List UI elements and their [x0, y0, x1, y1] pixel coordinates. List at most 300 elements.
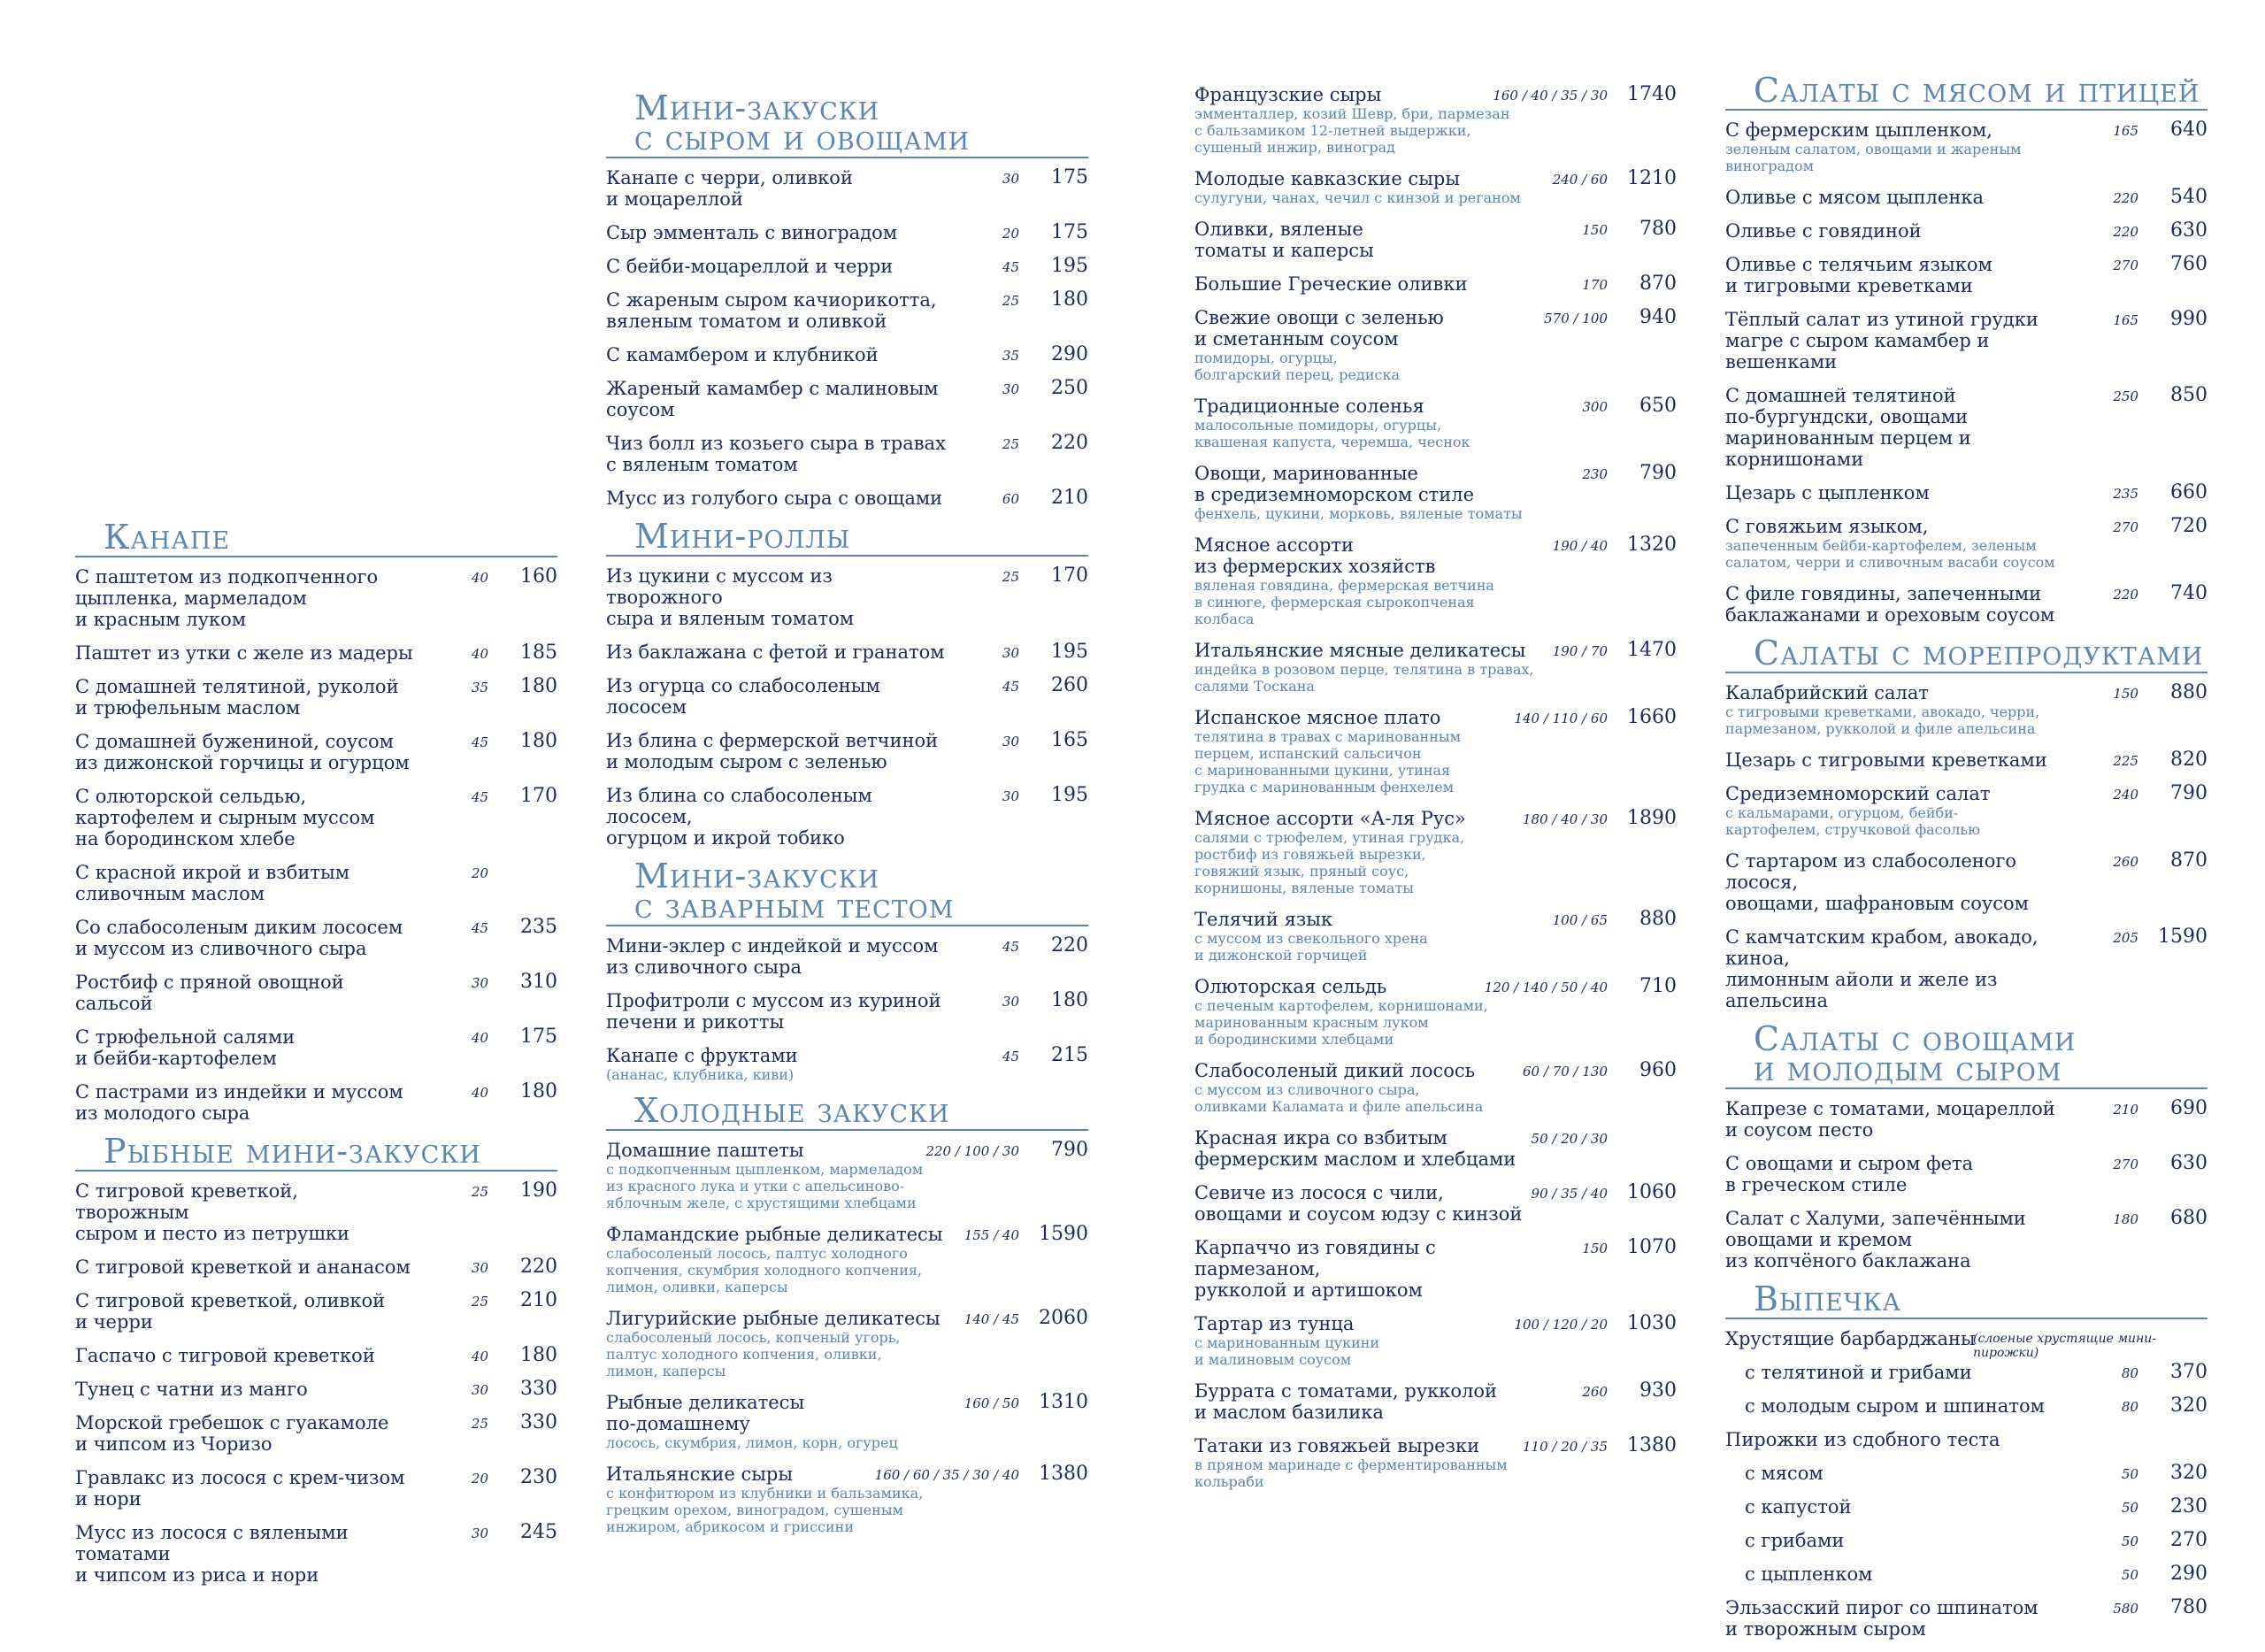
- item-name: Из баклажана с фетой и гранатом: [606, 642, 945, 663]
- item-price: 180: [520, 730, 557, 752]
- menu-item: [606, 935, 1088, 978]
- item-weight: 40: [471, 646, 488, 662]
- item-weight: 165: [2113, 312, 2138, 328]
- item-description: телятина в травах с маринованным перцем, испанский сальсичон с маринованными цукини, утиная грудка с маринованным фенхелем: [1194, 728, 1462, 795]
- item-weight: 25: [1002, 436, 1019, 452]
- section-title: Выпечка: [1725, 1284, 2207, 1319]
- item-price: 165: [1051, 729, 1088, 751]
- item-weight: 140 / 110 / 60: [1514, 711, 1608, 726]
- item-weight: 40: [471, 1348, 488, 1364]
- item-weight: 80: [2121, 1365, 2138, 1381]
- menu-section: [75, 1132, 557, 1586]
- item-weight: 190 / 40: [1552, 538, 1608, 554]
- item-name: Пирожки из сдобного теста: [1725, 1429, 2000, 1450]
- item-weight: 50: [2121, 1567, 2138, 1583]
- item-weight: 40: [471, 1030, 488, 1046]
- menu-item: [75, 1522, 557, 1586]
- item-price: 190: [520, 1179, 557, 1202]
- item-name: С олюторской сельдью, картофелем и сырным муссом на бородинском хлебе: [75, 786, 375, 849]
- item-weight: 170: [1582, 277, 1608, 293]
- item-description: малосольные помидоры, огурцы, квашеная капуста, черемша, чеснок: [1194, 417, 1470, 450]
- item-weight: 150: [2113, 686, 2138, 702]
- item-weight: 210: [2113, 1102, 2138, 1118]
- item-weight: 25: [471, 1184, 488, 1200]
- item-weight: 250: [2113, 388, 2138, 404]
- item-weight: 220: [2113, 587, 2138, 603]
- item-name: Овощи, маринованные в средиземноморском стиле: [1194, 463, 1475, 505]
- item-name: С тигровой креветкой и ананасом: [75, 1256, 411, 1278]
- item-weight: 180 / 40 / 30: [1523, 811, 1608, 827]
- item-price: 880: [1639, 908, 1677, 930]
- item-weight: 25: [471, 1294, 488, 1310]
- menu-item: [1725, 516, 2207, 571]
- item-weight: 165: [2113, 123, 2138, 139]
- item-weight: 50: [2121, 1500, 2138, 1516]
- item-price: 820: [2170, 749, 2207, 771]
- item-price: 2060: [1039, 1307, 1088, 1329]
- item-weight: 60 / 70 / 130: [1523, 1064, 1608, 1080]
- item-weight: 45: [1002, 1049, 1019, 1064]
- menu-item: [1194, 307, 1677, 383]
- item-name: Оливье с говядиной: [1725, 220, 1922, 242]
- item-price: 850: [2170, 384, 2207, 406]
- menu-section: [606, 857, 1088, 1083]
- menu-item: [606, 222, 1088, 243]
- menu-section: [1725, 634, 2207, 1011]
- item-price: 180: [1051, 288, 1088, 311]
- menu-item: [606, 378, 1088, 420]
- item-price: 1590: [1039, 1223, 1088, 1245]
- menu-column-1: [75, 518, 557, 1598]
- item-price: 330: [520, 1411, 557, 1433]
- item-price: 870: [1639, 273, 1677, 295]
- item-price: 790: [1639, 462, 1677, 484]
- menu-item: [606, 1045, 1088, 1083]
- menu-item: [75, 642, 557, 664]
- item-name: с грибами: [1745, 1530, 1845, 1551]
- item-weight: 230: [1582, 466, 1608, 482]
- item-name: Мусс из голубого сыра с овощами: [606, 488, 943, 509]
- item-weight: 225: [2113, 753, 2138, 769]
- menu-item: [1725, 1564, 2207, 1585]
- menu-item: [1194, 1313, 1677, 1368]
- item-price: 210: [1051, 487, 1088, 509]
- item-weight: 35: [1002, 348, 1019, 364]
- item-description: с кальмарами, огурцом, бейби- картофелем, стручковой фасолью: [1725, 804, 1981, 838]
- item-description: с муссом из сливочного сыра, оливками Каламата и филе апельсина: [1194, 1081, 1484, 1115]
- item-weight: 25: [1002, 293, 1019, 309]
- menu-item: [1725, 1395, 2207, 1417]
- item-weight: 30: [1002, 734, 1019, 749]
- menu-item: [1725, 749, 2207, 771]
- item-weight: 45: [471, 734, 488, 750]
- item-weight: 45: [1002, 259, 1019, 275]
- menu-item: [1725, 850, 2207, 914]
- item-price: 210: [520, 1289, 557, 1311]
- item-weight: 240: [2113, 787, 2138, 803]
- item-weight: 160 / 40 / 35 / 30: [1493, 88, 1608, 104]
- menu-item: [1194, 808, 1677, 896]
- menu-section: [1725, 71, 2207, 626]
- item-price: 1380: [1627, 1434, 1677, 1456]
- item-price: 170: [520, 785, 557, 807]
- item-name: С овощами и сыром фета в греческом стиле: [1725, 1153, 1974, 1195]
- menu-item: [1725, 783, 2207, 838]
- item-price: 680: [2170, 1207, 2207, 1229]
- item-price: 175: [1051, 221, 1088, 243]
- menu-section: [75, 518, 557, 1124]
- item-description: лосось, скумбрия, лимон, корн, огурец: [606, 1434, 898, 1451]
- item-weight: 25: [1002, 569, 1019, 585]
- item-weight: 110 / 20 / 35: [1523, 1439, 1608, 1455]
- item-price: 1890: [1627, 807, 1677, 829]
- menu-item: [606, 167, 1088, 210]
- menu-item: [1725, 1429, 2207, 1450]
- item-price: 930: [1639, 1379, 1677, 1402]
- section-title: Мини-закуски с сыром и овощами: [606, 93, 1088, 158]
- item-name: С трюфельной салями и бейби-картофелем: [75, 1026, 296, 1069]
- item-weight: 30: [1002, 994, 1019, 1010]
- item-name: Морской гребешок с гуакамоле и чипсом из Чоризо: [75, 1412, 389, 1455]
- item-price: 1310: [1039, 1391, 1088, 1413]
- item-price: 180: [1051, 989, 1088, 1011]
- item-price: 175: [520, 1026, 557, 1048]
- item-price: 260: [1051, 674, 1088, 696]
- item-name: С паштетом из подкопченного цыпленка, мармеладом и красным луком: [75, 566, 379, 630]
- item-name: С говяжьим языком,: [1725, 516, 1929, 537]
- item-name: Севиче из лосося с чили, овощами и соусом юдзу с кинзой: [1194, 1182, 1523, 1225]
- menu-item: [606, 1464, 1088, 1535]
- item-price: 720: [2170, 515, 2207, 537]
- item-weight: 160 / 50: [964, 1395, 1019, 1411]
- menu-item: [1725, 1362, 2207, 1383]
- item-name: Французские сыры: [1194, 84, 1382, 105]
- item-name: Тёплый салат из утиной грудки магре с сыром камамбер и вешенками: [1725, 309, 2038, 373]
- item-price: 185: [520, 642, 557, 664]
- item-weight: 220: [2113, 224, 2138, 240]
- item-weight: 235: [2113, 486, 2138, 502]
- item-name: с мясом: [1745, 1463, 1824, 1484]
- item-name: Мусс из лосося с вялеными томатами и чипсом из риса и нори: [75, 1522, 349, 1586]
- item-price: 1030: [1627, 1312, 1677, 1334]
- item-name: Красная икра со взбитым фермерским маслом и хлебцами: [1194, 1127, 1516, 1170]
- menu-item: [1725, 119, 2207, 174]
- section-title: Салаты с овощами и молодым сыром: [1725, 1024, 2207, 1089]
- item-name: С тигровой креветкой, творожным сыром и песто из петрушки: [75, 1180, 349, 1244]
- menu-item: [606, 256, 1088, 277]
- item-price: 1740: [1627, 83, 1677, 105]
- item-description: запеченным бейби-картофелем, зеленым салатом, черри и сливочным васаби соусом: [1725, 537, 2055, 571]
- menu-section: [606, 88, 1088, 509]
- menu-item: [1194, 707, 1677, 795]
- item-description: слабосоленый лосось, палтус холодного копчения, скумбрия холодного копчения, лимон, оливки, каперсы: [606, 1245, 923, 1295]
- menu-section: [1194, 84, 1677, 1490]
- item-price: 880: [2170, 681, 2207, 703]
- item-weight: 220 / 100 / 30: [925, 1143, 1019, 1159]
- item-name: Из блина со слабосоленым лососем, огурцом и икрой тобико: [606, 785, 872, 849]
- menu-item: [1725, 583, 2207, 626]
- item-weight: 25: [471, 1416, 488, 1432]
- item-weight: 100 / 120 / 20: [1514, 1317, 1608, 1333]
- item-name: С домашней телятиной по-бургундски, овощами маринованным перцем и корнишонами: [1725, 385, 1971, 470]
- item-note: (слоеные хрустящие мини-пирожки): [1973, 1332, 2157, 1360]
- item-name: Мини-эклер с индейкой и муссом из сливочного сыра: [606, 935, 939, 978]
- menu-item: [75, 1412, 557, 1455]
- item-description: с тигровыми креветками, авокадо, черри, пармезаном, рукколой и филе апельсина: [1725, 703, 2040, 737]
- item-price: 740: [2170, 582, 2207, 604]
- menu-item: [606, 1308, 1088, 1379]
- section-title: Салаты с мясом и птицей: [1725, 75, 2207, 111]
- item-name: Цезарь с тигровыми креветками: [1725, 749, 2047, 771]
- item-weight: 300: [1582, 399, 1608, 415]
- item-name: С жареным сыром качиорикотта, вяленым томатом и оливкой: [606, 289, 937, 332]
- item-name: Канапе с черри, оливкой и моцареллой: [606, 167, 853, 210]
- menu-item: [1194, 396, 1677, 450]
- menu-item: [75, 1256, 557, 1278]
- menu-item: [1194, 976, 1677, 1048]
- menu-item: [606, 1140, 1088, 1211]
- item-weight: 35: [471, 680, 488, 695]
- item-name: Буррата с томатами, рукколой и маслом базилика: [1194, 1380, 1498, 1423]
- menu-item: [1194, 1237, 1677, 1301]
- item-name: Со слабосоленым диким лососем и муссом из сливочного сыра: [75, 917, 403, 959]
- menu-item: [75, 1026, 557, 1069]
- item-price: 195: [1051, 255, 1088, 277]
- item-weight: 20: [1002, 226, 1019, 242]
- item-weight: 30: [1002, 381, 1019, 397]
- item-name: Профитроли с муссом из куриной печени и рикотты: [606, 990, 941, 1033]
- item-description: индейка в розовом перце, телятина в травах, салями Тоскана: [1194, 661, 1534, 695]
- item-price: 630: [2170, 219, 2207, 242]
- item-weight: 160 / 60 / 35 / 30 / 40: [874, 1467, 1019, 1483]
- item-description: с печеным картофелем, корнишонами, маринованным красным луком и бородинскими хлебцами: [1194, 997, 1488, 1048]
- item-name: Испанское мясное плато: [1194, 707, 1441, 728]
- item-weight: 205: [2113, 930, 2138, 946]
- item-weight: 80: [2121, 1399, 2138, 1415]
- item-price: 250: [1051, 377, 1088, 399]
- menu-item: [75, 1180, 557, 1244]
- menu-item: [1725, 1208, 2207, 1272]
- item-weight: 240 / 60: [1552, 172, 1608, 188]
- item-name: Из цукини с муссом из творожного сыра и вяленым томатом: [606, 565, 855, 629]
- menu-item: [1725, 1597, 2207, 1640]
- item-price: 160: [520, 565, 557, 588]
- menu-item: [606, 642, 1088, 663]
- item-name: Салат с Халуми, запечёнными овощами и кремом из копчёного баклажана: [1725, 1208, 2026, 1272]
- item-name: С бейби-моцареллой и черри: [606, 256, 894, 277]
- item-price: 1470: [1627, 639, 1677, 661]
- section-title: Холодные закуски: [606, 1095, 1088, 1131]
- item-weight: 120 / 140 / 50 / 40: [1484, 980, 1608, 995]
- item-description: с подкопченным цыпленком, мармеладом из красного лука и утки с апельсиново- яблочным желе, с хрустящими хлебцами: [606, 1161, 924, 1211]
- item-name: Канапе с фруктами: [606, 1045, 798, 1066]
- item-weight: 220: [2113, 190, 2138, 206]
- menu-item: [75, 972, 557, 1014]
- item-price: 235: [520, 916, 557, 938]
- item-description: зеленым салатом, овощами и жареным виноградом: [1725, 141, 2022, 174]
- item-description: слабосоленый лосось, копченый угорь, палтус холодного копчения, оливки, лимон, каперсы: [606, 1329, 901, 1379]
- item-weight: 150: [1582, 1241, 1608, 1256]
- menu-item: [606, 1392, 1088, 1451]
- item-name: с капустой: [1745, 1496, 1852, 1518]
- menu-item: [1725, 187, 2207, 208]
- item-price: 660: [2170, 481, 2207, 503]
- menu-item: [606, 565, 1088, 629]
- item-name: Мясное ассорти из фермерских хозяйств: [1194, 534, 1436, 577]
- item-price: 195: [1051, 641, 1088, 663]
- menu-column-3: [1194, 84, 1677, 1502]
- item-price: 780: [2170, 1596, 2207, 1618]
- item-weight: 260: [1582, 1384, 1608, 1400]
- item-description: в пряном маринаде с ферментированным кольраби: [1194, 1456, 1508, 1490]
- item-name: Оливье с телячьим языком и тигровыми креветками: [1725, 254, 1992, 296]
- item-weight: 30: [471, 1382, 488, 1398]
- item-name: Тартар из тунца: [1194, 1313, 1355, 1334]
- item-name: с молодым сыром и шпинатом: [1745, 1395, 2045, 1417]
- menu-item: [1725, 309, 2207, 373]
- item-name: с телятиной и грибами: [1745, 1362, 1972, 1383]
- item-name: Средиземноморский салат: [1725, 783, 1991, 804]
- item-price: 940: [1639, 306, 1677, 328]
- item-name: Слабосоленый дикий лосось: [1194, 1060, 1476, 1081]
- item-name: Из огурца со слабосоленым лососем: [606, 675, 880, 718]
- item-name: Карпаччо из говядины с пармезаном, рукколой и артишоком: [1194, 1237, 1436, 1301]
- menu-item: [1725, 926, 2207, 1011]
- item-price: 370: [2170, 1361, 2207, 1383]
- item-name: С филе говядины, запеченными баклажанами и ореховым соусом: [1725, 583, 2055, 626]
- menu-item: [606, 785, 1088, 849]
- item-price: 230: [2170, 1495, 2207, 1518]
- item-weight: 155 / 40: [964, 1227, 1019, 1243]
- item-price: 870: [2170, 849, 2207, 872]
- menu-item: [1725, 482, 2207, 503]
- menu-item: [75, 1290, 557, 1333]
- item-name: Телячий язык: [1194, 909, 1333, 930]
- item-name: Паштет из утки с желе из мадеры: [75, 642, 413, 664]
- item-price: 215: [1051, 1044, 1088, 1066]
- item-price: 1590: [2158, 926, 2207, 948]
- item-price: 780: [1639, 218, 1677, 240]
- item-name: Капрезе с томатами, моцареллой и соусом песто: [1725, 1098, 2055, 1141]
- item-price: 1380: [1039, 1463, 1088, 1485]
- item-description: (ананас, клубника, киви): [606, 1066, 795, 1083]
- item-name: С камамбером и клубникой: [606, 344, 879, 365]
- item-weight: 270: [2113, 257, 2138, 273]
- item-weight: 90 / 35 / 40: [1531, 1186, 1608, 1202]
- item-price: 790: [1051, 1139, 1088, 1161]
- menu-item: [606, 730, 1088, 772]
- item-name: Татаки из говяжьей вырезки: [1194, 1435, 1480, 1456]
- menu-item: [1194, 168, 1677, 206]
- item-name: Гаспачо с тигровой креветкой: [75, 1345, 375, 1366]
- item-weight: 45: [1002, 679, 1019, 695]
- menu-item: [75, 1467, 557, 1510]
- item-weight: 45: [471, 920, 488, 936]
- menu-item: [606, 488, 1088, 509]
- item-weight: 190 / 70: [1552, 643, 1608, 659]
- item-price: 540: [2170, 186, 2207, 208]
- section-title: Салаты с морепродуктами: [1725, 638, 2207, 673]
- item-price: 630: [2170, 1152, 2207, 1174]
- section-title: Мини-закуски с заварным тестом: [606, 861, 1088, 926]
- item-price: 990: [2170, 308, 2207, 330]
- item-price: 230: [520, 1466, 557, 1488]
- menu-item: [75, 1081, 557, 1124]
- item-name: Итальянские мясные деликатесы: [1194, 640, 1526, 661]
- section-title: Мини-роллы: [606, 521, 1088, 557]
- item-description: помидоры, огурцы, болгарский перец, редиска: [1194, 350, 1400, 383]
- menu-item: [606, 990, 1088, 1033]
- item-price: 640: [2170, 119, 2207, 141]
- menu-item: [606, 675, 1088, 718]
- item-name: Калабрийский салат: [1725, 682, 1930, 703]
- item-description: фенхель, цукини, морковь, вяленые томаты: [1194, 505, 1523, 522]
- menu-item: [1194, 640, 1677, 695]
- item-price: 310: [520, 971, 557, 993]
- item-name: Олюторская сельдь: [1194, 976, 1387, 997]
- menu-section: [1725, 1019, 2207, 1272]
- menu-section: [606, 1091, 1088, 1535]
- menu-item: [606, 433, 1088, 475]
- item-weight: 180: [2113, 1211, 2138, 1227]
- item-weight: 100 / 65: [1552, 912, 1608, 928]
- menu-item: [1194, 1435, 1677, 1490]
- menu-item: [75, 1345, 557, 1366]
- menu-item: [75, 786, 557, 849]
- menu-item: [75, 676, 557, 718]
- menu-item: [75, 862, 557, 904]
- item-weight: 30: [471, 1525, 488, 1541]
- section-title: Рыбные мини-закуски: [75, 1136, 557, 1172]
- item-name: Итальянские сыры: [606, 1464, 794, 1485]
- item-price: 650: [1639, 395, 1677, 417]
- item-description: эмменталлер, козий Шевр, бри, пармезан с бальзамиком 12-летней выдержки, сушеный инжир, виноград: [1194, 105, 1510, 156]
- menu-item: [1725, 1098, 2207, 1141]
- item-price: 710: [1639, 975, 1677, 997]
- item-price: 960: [1639, 1059, 1677, 1081]
- item-name: Мясное ассорти «А-ля Рус»: [1194, 808, 1466, 829]
- item-weight: 30: [1002, 645, 1019, 661]
- item-name: Большие Греческие оливки: [1194, 273, 1468, 295]
- item-name: Тунец с чатни из манго: [75, 1379, 308, 1400]
- item-price: 220: [1051, 432, 1088, 454]
- menu-item: [75, 731, 557, 773]
- item-name: С домашней телятиной, руколой и трюфельным маслом: [75, 676, 399, 718]
- item-weight: 50 / 20 / 30: [1531, 1131, 1608, 1147]
- item-weight: 40: [471, 570, 488, 586]
- menu-item: [75, 566, 557, 630]
- item-weight: 30: [471, 975, 488, 991]
- item-price: 1660: [1627, 706, 1677, 728]
- menu-section: [606, 517, 1088, 849]
- item-description: с маринованным цукини и малиновым соусом: [1194, 1334, 1380, 1368]
- item-price: 290: [2170, 1563, 2207, 1585]
- item-weight: 20: [471, 1471, 488, 1487]
- item-weight: 45: [1002, 939, 1019, 955]
- item-price: 1210: [1627, 167, 1677, 189]
- item-name: С фермерским цыпленком,: [1725, 119, 1992, 141]
- item-price: 760: [2170, 253, 2207, 275]
- item-name: Гравлакс из лосося с крем-чизом и нори: [75, 1467, 405, 1510]
- menu-item: [1725, 682, 2207, 737]
- item-name: С тигровой креветкой, оливкой и черри: [75, 1290, 386, 1333]
- item-weight: 30: [471, 1260, 488, 1276]
- menu-item: [1194, 534, 1677, 627]
- item-name: Домашние паштеты: [606, 1140, 804, 1161]
- item-weight: 40: [471, 1085, 488, 1101]
- menu-item: [1194, 463, 1677, 522]
- item-weight: 140 / 45: [964, 1311, 1019, 1327]
